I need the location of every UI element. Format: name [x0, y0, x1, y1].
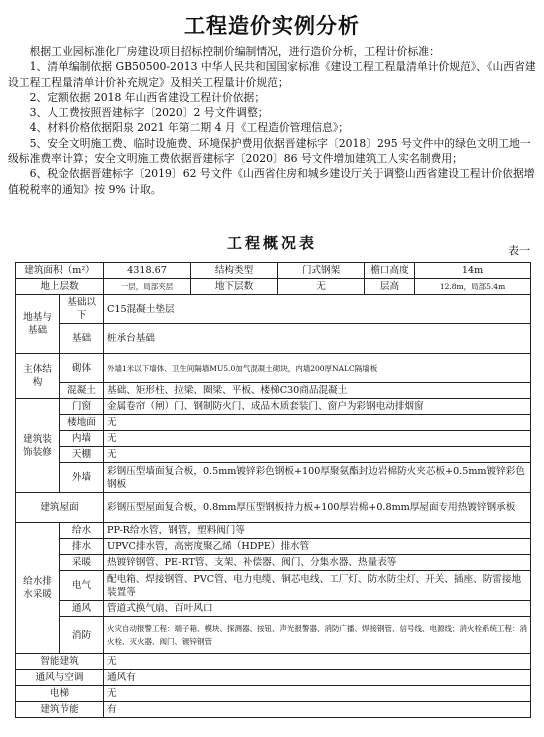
- intro-paragraph: 根据工业园标准化厂房建设项目招标控制价编制情况，进行造价分析，工程计价标准：: [29, 45, 440, 58]
- table-row: [16, 263, 531, 279]
- table-row: [16, 601, 531, 617]
- intro-paragraph: 5、安全文明施工费、临时设施费、环境保护费用依据晋建标字〔2018〕295 号文件中的绿色文明工地一级标准费率计算；安全文明施工费依据晋建标字〔2020〕86 号文件增加建筑工人实名制费用；: [8, 136, 531, 166]
- outer-wall-label: 外墙: [60, 463, 104, 493]
- table-row: [16, 654, 531, 670]
- below-floors-label: 地下层数: [191, 279, 278, 295]
- hvac-label: 通风与空调: [16, 670, 104, 686]
- floor-height-value: 12.8m，局部5.4m: [415, 279, 531, 295]
- ceiling-label: 天棚: [60, 447, 104, 463]
- foundation-group-label: 地基与基础: [16, 295, 60, 354]
- area-label: 建筑面积（m²）: [16, 263, 104, 279]
- overview-title: 工程概况表: [226, 234, 317, 252]
- table-row: [16, 295, 531, 324]
- table-row: [16, 415, 531, 431]
- table-row: [16, 539, 531, 555]
- table-row: [16, 354, 531, 383]
- heating-value: 热镀锌钢管、PE-RT管、支架、补偿器、阀门、分集水器、热量表等: [104, 555, 531, 571]
- below-foundation-label: 基础以下: [60, 295, 104, 324]
- table-row: [16, 399, 531, 415]
- ventilation-value: 管道式换气扇、百叶风口: [104, 601, 531, 617]
- drainage-label: 排水: [60, 539, 104, 555]
- elevator-value: 无: [104, 686, 531, 702]
- fire-protection-label: 消防: [60, 617, 104, 654]
- area-value: 4318.67: [104, 263, 191, 279]
- door-window-value: 金属卷帘（闸）门、钢制防火门、成品木质套装门、窗户为彩钢电动排烟窗: [104, 399, 531, 415]
- floor-finish-label: 楼地面: [60, 415, 104, 431]
- door-window-label: 门窗: [60, 399, 104, 415]
- intro-text: [8, 44, 536, 197]
- electrical-value: 配电箱、焊接钢管、PVC管、电力电缆、铜芯电线、工厂灯、防水防尘灯、开关、插座、防雷接地装置等: [104, 571, 531, 601]
- energy-saving-value: 有: [104, 702, 531, 718]
- smart-building-value: 无: [104, 654, 531, 670]
- decoration-group-label: 建筑装饰装修: [16, 399, 60, 493]
- table-row: [16, 555, 531, 571]
- concrete-label: 混凝土: [60, 383, 104, 399]
- concrete-value: 基础、矩形柱、拉梁、圈梁、平板、楼梯C30商品混凝土: [104, 383, 531, 399]
- table-row: [16, 279, 531, 295]
- table-row: [16, 617, 531, 654]
- overview-table: [15, 262, 531, 718]
- table-row: [16, 670, 531, 686]
- table-row: [16, 493, 531, 523]
- roof-label: 建筑屋面: [16, 493, 104, 523]
- below-foundation-value: C15混凝土垫层: [104, 295, 531, 324]
- floor-height-label: 层高: [365, 279, 415, 295]
- eave-value: 14m: [415, 263, 531, 279]
- mep-group-label: 给水排水采暖: [16, 523, 60, 654]
- intro-paragraph: 4、材料价格依据阳泉 2021 年第二期 4 月《工程造价管理信息》；: [29, 121, 350, 135]
- table-row: [16, 571, 531, 601]
- structure-value: 门式钢架: [278, 263, 365, 279]
- floor-finish-value: 无: [104, 415, 531, 431]
- fire-protection-value: 火灾自动报警工程：端子箱、模块、探测器、按钮、声光报警器、消防广播、焊接钢管、信号线、电源线；消火栓系统工程：消火栓、灭火器、阀门、镀锌钢管: [104, 617, 531, 654]
- electrical-label: 电气: [60, 571, 104, 601]
- inner-wall-value: 无: [104, 431, 531, 447]
- smart-building-label: 智能建筑: [16, 654, 104, 670]
- table-row: [16, 702, 531, 718]
- elevator-label: 电梯: [16, 686, 104, 702]
- above-floors-value: 一层，局部夹层: [104, 279, 191, 295]
- water-supply-label: 给水: [60, 523, 104, 539]
- table-row: [16, 523, 531, 539]
- table-number: 表一: [508, 244, 530, 257]
- main-structure-group-label: 主体结构: [16, 354, 60, 399]
- table-row: [16, 383, 531, 399]
- outer-wall-value: 彩钢压型墙面复合板，0.5mm镀锌彩色钢板+100厚聚氨酯封边岩棉防火夹芯板+0.5mm镀锌彩色钢板: [104, 463, 531, 493]
- hvac-value: 通风有: [104, 670, 531, 686]
- table-row: [16, 431, 531, 447]
- ventilation-label: 通风: [60, 601, 104, 617]
- intro-paragraph: 1、清单编制依据 GB50500-2013 中华人民共和国国家标准《建设工程工程量清单计价规范》、《山西省建设工程工程量清单计价补充规定》及相关工程量计价规范；: [8, 60, 536, 89]
- ceiling-value: 无: [104, 447, 531, 463]
- heating-label: 采暖: [60, 555, 104, 571]
- energy-saving-label: 建筑节能: [16, 702, 104, 718]
- roof-value: 彩钢压型屋面复合板，0.8mm厚压型钢板持力板+100厚岩棉+0.8mm厚屋面专用热镀锌钢承板: [104, 493, 531, 523]
- table-row: [16, 447, 531, 463]
- table-row: [16, 463, 531, 493]
- intro-paragraph: 2、定额依据 2018 年山西省建设工程计价依据；: [29, 90, 266, 104]
- drainage-value: UPVC排水管，高密度聚乙烯（HDPE）排水管: [104, 539, 531, 555]
- masonry-label: 砌体: [60, 354, 104, 383]
- masonry-value: 外墙1米以下墙体、卫生间隔墙MU5.0加气混凝土砌块，内墙200厚NALC隔墙板: [104, 354, 531, 383]
- above-floors-label: 地上层数: [16, 279, 104, 295]
- inner-wall-label: 内墙: [60, 431, 104, 447]
- below-floors-value: 无: [278, 279, 365, 295]
- intro-paragraph: 3、人工费按照晋建标字〔2020〕2 号文件调整；: [29, 106, 269, 120]
- page-title: 工程造价实例分析: [184, 14, 360, 38]
- eave-label: 檐口高度: [365, 263, 415, 279]
- foundation-value: 桩承台基础: [104, 324, 531, 354]
- intro-paragraph: 6、税金依据晋建标字〔2019〕62 号文件《山西省住房和城乡建设厅关于调整山西省建设工程计价依据增值税税率的通知》按 9% 计取。: [8, 167, 535, 196]
- water-supply-value: PP-R给水管，钢管，塑料阀门等: [104, 523, 531, 539]
- table-row: [16, 324, 531, 354]
- table-row: [16, 686, 531, 702]
- foundation-label: 基础: [60, 324, 104, 354]
- structure-label: 结构类型: [191, 263, 278, 279]
